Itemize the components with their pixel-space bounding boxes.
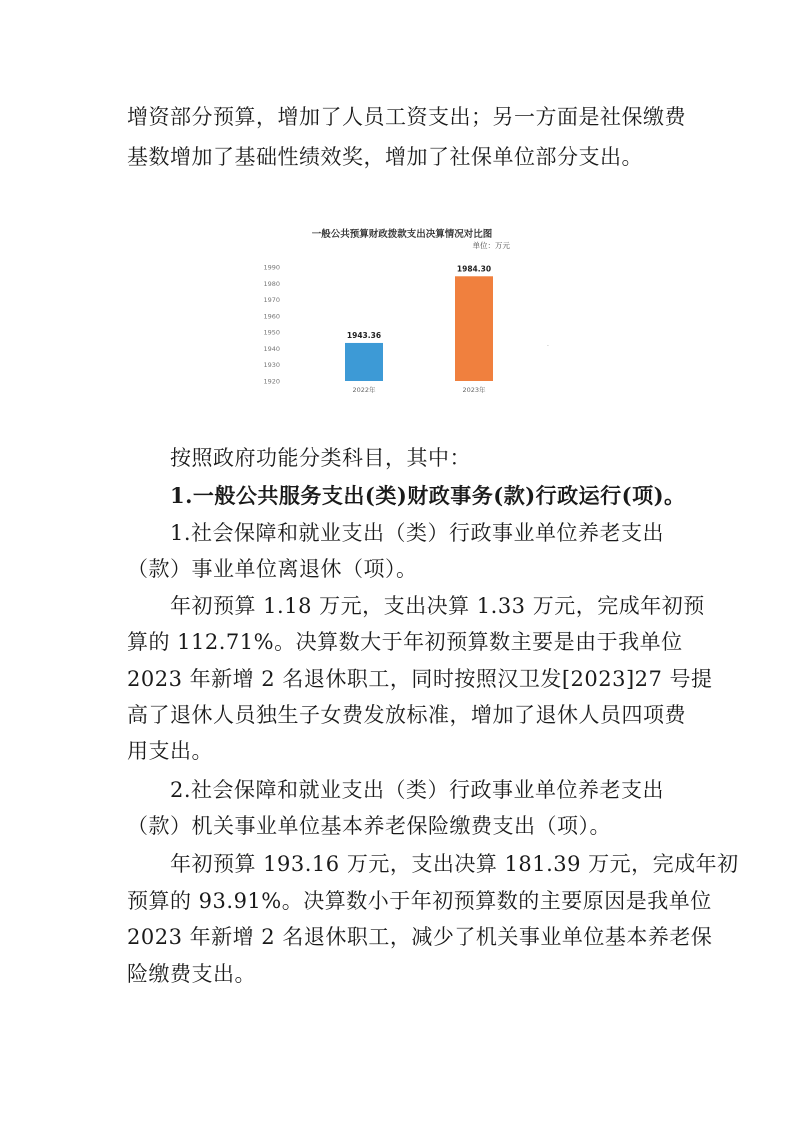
y-tick-label: 1990: [263, 263, 280, 272]
x-tick-label: 2023年: [462, 386, 486, 394]
y-tick-label: 1950: [263, 328, 280, 337]
chart-unit: 单位：万元: [472, 241, 510, 250]
item-3-para-line-2: 预算的 93.91%。决算数小于年初预算数的主要原因是我单位: [127, 889, 712, 913]
chart-title: 一般公共预算财政拨款支出决算情况对比图: [311, 229, 493, 240]
bar-value-label: 1943.36: [346, 330, 382, 340]
x-tick-label: 2022年: [352, 386, 376, 394]
bar-value-label: 1984.30: [456, 264, 492, 274]
item-3-para-line-1: 年初预算 193.16 万元，支出决算 181.39 万元，完成年初: [170, 852, 739, 876]
y-tick-label: 1970: [263, 296, 280, 305]
intro-line-2: 基数增加了基础性绩效奖，增加了社保单位部分支出。: [127, 145, 643, 169]
y-tick-label: 1940: [263, 344, 280, 353]
y-tick-label: 1960: [263, 312, 280, 321]
expenditure-comparison-chart: [262, 220, 552, 400]
item-3-heading-line-1: 2.社会保障和就业支出（类）行政事业单位养老支出: [170, 778, 665, 802]
item-1-heading: 1.一般公共服务支出(类)财政事务(款)行政运行(项)。: [170, 483, 686, 508]
classification-intro: 按照政府功能分类科目，其中：: [170, 446, 471, 470]
intro-line-1: 增资部分预算，增加了人员工资支出；另一方面是社保缴费: [127, 105, 686, 129]
item-2-para-line-1: 年初预算 1.18 万元，支出决算 1.33 万元，完成年初预: [170, 594, 705, 618]
item-3-heading-line-2: （款）机关事业单位基本养老保险缴费支出（项）。: [127, 814, 611, 838]
item-2-para-line-5: 用支出。: [127, 739, 213, 763]
y-tick-label: 1980: [263, 279, 280, 288]
bar-2023年: [455, 276, 493, 381]
y-tick-label: 1920: [263, 377, 280, 386]
y-tick-label: 1930: [263, 361, 280, 370]
item-2-para-line-3: 2023 年新增 2 名退休职工，同时按照汉卫发[2023]27 号提: [127, 667, 713, 691]
item-2-para-line-4: 高了退休人员独生子女费发放标准，增加了退休人员四项费: [127, 703, 686, 727]
item-2-para-line-2: 算的 112.71%。决算数大于年初预算数主要是由于我单位: [127, 630, 683, 654]
item-3-para-line-3: 2023 年新增 2 名退休职工，减少了机关事业单位基本养老保: [127, 925, 713, 949]
item-2-heading-line-2: （款）事业单位离退休（项）。: [127, 557, 418, 581]
bar-2022年: [345, 343, 383, 381]
item-2-heading-line-1: 1.社会保障和就业支出（类）行政事业单位养老支出: [170, 521, 665, 545]
svg-text:·: ·: [547, 343, 549, 350]
item-3-para-line-4: 险缴费支出。: [127, 962, 256, 986]
